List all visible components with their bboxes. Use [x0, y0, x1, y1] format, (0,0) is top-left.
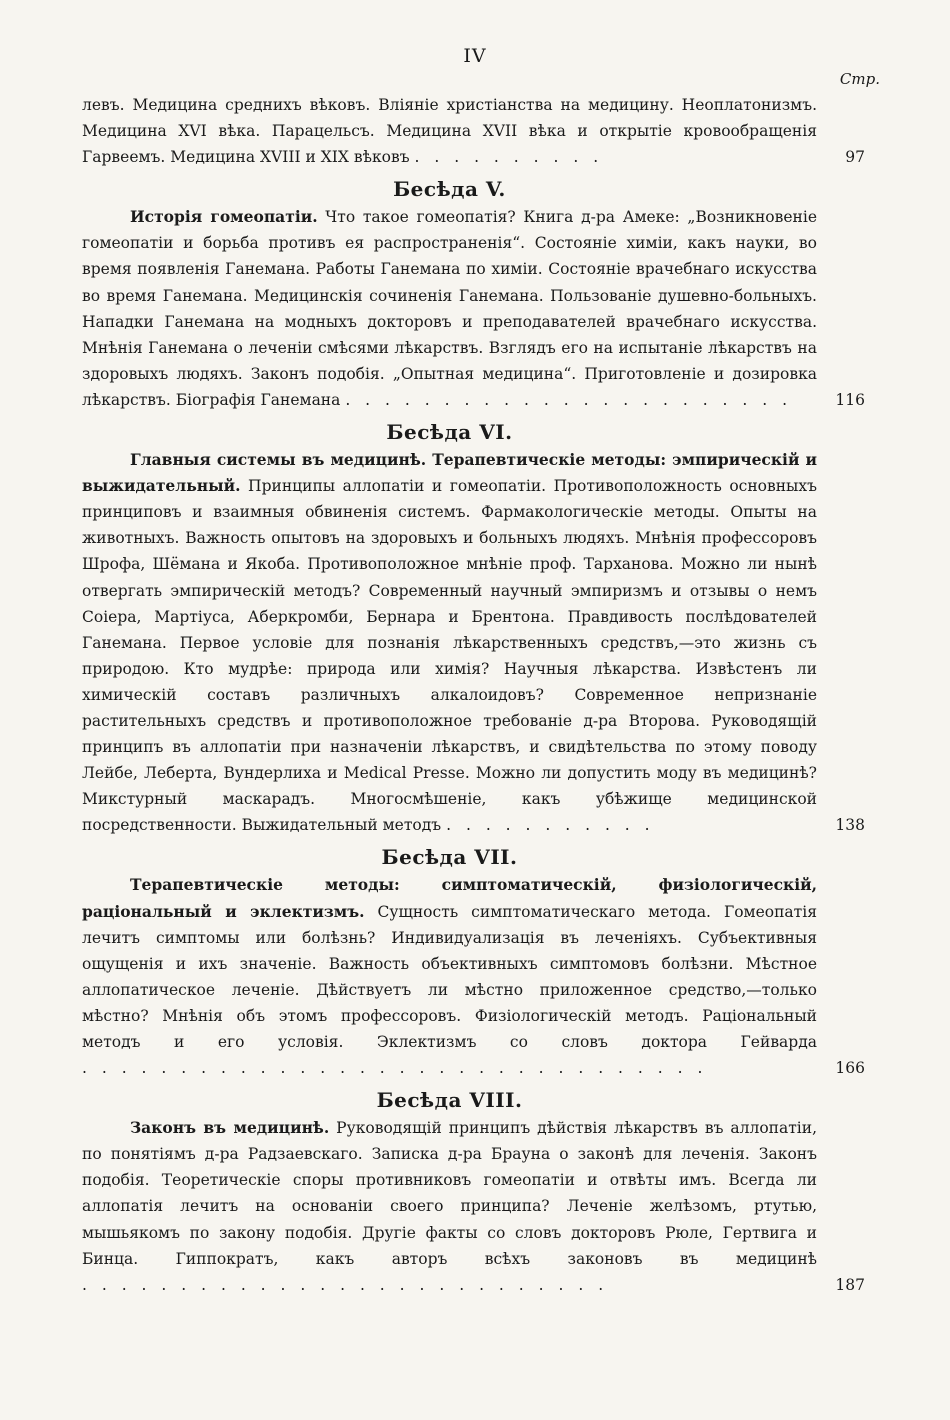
entry-page-number: 97 — [845, 148, 865, 167]
entry-page-number: 116 — [835, 390, 865, 409]
toc-entry — [82, 872, 865, 1081]
entry-topic: Главныя системы въ медицинѣ. Терапевтическіе методы: эмпирическій и выжидательный. — [82, 450, 817, 496]
toc-entry-continuation — [82, 92, 865, 170]
entry-topic: Законъ въ медицинѣ. — [130, 1118, 330, 1138]
section-heading: Бесѣда VIII. — [376, 1088, 523, 1113]
page-column-label: Стр. — [839, 70, 880, 88]
leader-dots: . . . . . . . . . . . . . . . . . . . . . . . — [345, 390, 793, 409]
entry-topic: Терапевтическіе методы: симптоматическій, физіологическій, раціональный и эклектизмъ. — [82, 875, 817, 921]
entry-body: левъ. Медицина среднихъ вѣковъ. Вліяніе христіанства на медицину. Неоплатонизмъ. Медицина XVI вѣка. Парацельсъ. Медицина XVII вѣка и открытіе кровообращенія Гарвеемъ. Медицина XVIII и XIX вѣковъ — [82, 96, 817, 167]
entry-text — [82, 1115, 817, 1298]
section-heading: Бесѣда VI. — [386, 420, 513, 445]
entry-body: Принципы аллопатіи и гомеопатіи. Противоположность основныхъ принциповъ и взаимныя обвиненія системъ. Фармакологическіе методы. Опыты на животныхъ. Важность опытовъ на здоровыхъ и больныхъ людяхъ. Мнѣнія профессоровъ Шрофа, Шёмана и Якоба. Противоположное мнѣніе проф. Тарханова. Можно ли нынѣ отвергать эмпирическій методъ? Современный научный эмпиризмъ и отзывы о немъ Соіера, Мартіуса, Аберкромби, Бернара и Брентона. Правдивость послѣдователей Ганемана. Первое условіе для познанія лѣкарственныхъ средствъ,—это жизнь съ природою. Кто мудрѣе: природа или химія? Научныя лѣкарства. Извѣстенъ ли химическій составъ различныхъ алкалоидовъ? Современное непризнаніе растительныхъ средствъ и противоположное требованіе д-ра Второва. Руководящій принципъ въ аллопатіи при назначеніи лѣкарствъ, и свидѣтельства по этому поводу Лейбе, Леберта, Вундерлиха и Medical Presse. Можно ли допустить моду въ медицинѣ? Микстурный маскарадъ. Многосмѣшеніе, какъ убѣжище медицинской посредственности. Выжидательный методъ — [82, 477, 817, 835]
entry-text — [82, 872, 817, 1081]
table-of-contents — [82, 92, 865, 1298]
toc-entry — [82, 447, 865, 838]
leader-dots: . . . . . . . . . . . . . . . . . . . . . . . . . . . . . . . . — [82, 1059, 708, 1078]
entry-text — [82, 204, 817, 413]
page-number: IV — [463, 45, 487, 67]
entry-body: Руководящій принципъ дѣйствія лѣкарствъ въ аллопатіи, по понятіямъ д-ра Радзаевскаго. Записка д-ра Брауна о законѣ для леченія. Законъ подобія. Теоретическіе споры противниковъ гомеопатіи и отвѣты имъ. Всегда ли аллопатія лечитъ на основаніи своего принципа? Леченіе желѣзомъ, ртутью, мышьякомъ по закону подобія. Другіе факты со словъ докторовъ Рюле, Гертвига и Бинца. Гиппократъ, какъ авторъ всѣхъ законовъ въ медицинѣ — [82, 1119, 818, 1268]
entry-text — [82, 92, 817, 170]
toc-entry — [82, 1115, 865, 1298]
entry-page-number: 187 — [835, 1275, 865, 1294]
section-heading: Бесѣда VII. — [381, 845, 518, 870]
entry-text — [82, 447, 817, 838]
entry-page-number: 166 — [835, 1059, 865, 1078]
section-heading: Бесѣда V. — [393, 177, 506, 202]
toc-entry — [82, 204, 865, 413]
leader-dots: . . . . . . . . . . — [414, 148, 604, 167]
entry-topic: Исторія гомеопатіи. — [130, 207, 318, 227]
leader-dots: . . . . . . . . . . . — [446, 816, 655, 835]
entry-body: Что такое гомеопатія? Книга д-ра Амеке: „Возникновеніе гомеопатіи и борьба противъ ея распространенія“. Состояніе химіи, какъ науки, во время появленія Ганемана. Работы Ганемана по химіи. Состояніе врачебнаго искусства во время Ганемана. Медицинскія сочиненія Ганемана. Пользованіе душевно-больныхъ. Нападки Ганемана на модныхъ докторовъ и преподавателей врачебнаго искусства. Мнѣнія Ганемана о леченіи смѣсями лѣкарствъ. Взглядъ его на испытаніе лѣкарствъ на здоровыхъ людяхъ. Законъ подобія. „Опытная медицина“. Приготовленіе и дозировка лѣкарствъ. Біографія Ганемана — [82, 208, 818, 409]
entry-body: Сущность симптоматическаго метода. Гомеопатія лечитъ симптомы или болѣзнь? Индивидуализація въ леченіяхъ. Субъективныя ощущенія и ихъ значеніе. Важность объективныхъ симптомовъ болѣзни. Мѣстное аллопатическое леченіе. Дѣйствуетъ ли мѣстно приложенное средство,—только мѣстно? Мнѣнія объ этомъ профессоровъ. Физіологическій методъ. Раціональный методъ и его условія. Эклектизмъ со словъ доктора Гейварда — [82, 902, 817, 1051]
leader-dots: . . . . . . . . . . . . . . . . . . . . . . . . . . . — [82, 1275, 609, 1294]
entry-page-number: 138 — [835, 816, 865, 835]
